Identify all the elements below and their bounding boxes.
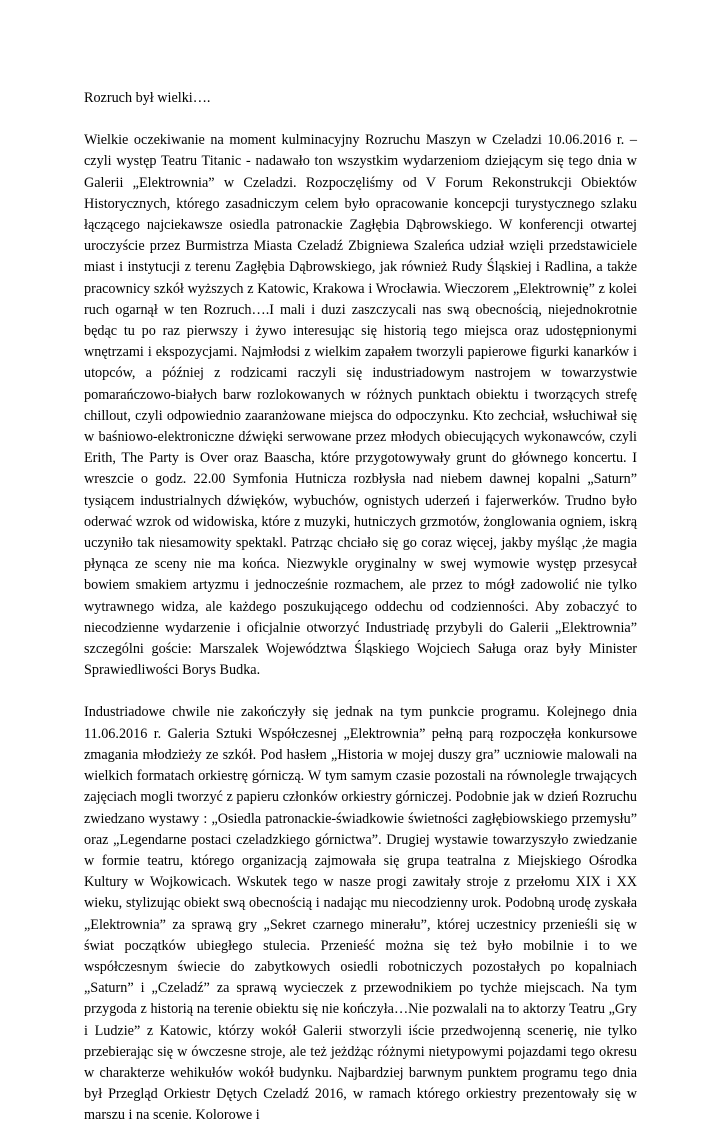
- paragraph-2: Industriadowe chwile nie zakończyły się jednak na tym punkcie programu. Kolejnego dnia 11.06.2016 r. Galeria Sztuki Współczesnej „Elektrownia” pełną parą rozpoczęła konkursowe zmagania młodzieży ze szkół. Pod hasłem „Historia w mojej duszy gra” uczniowie malowali na wielkich formatach orkiestrę górniczą. W tym samym czasie pozostali na równolegle trwających zajęciach mogli tworzyć z papieru członków orkiestry górniczej. Podobnie jak w dzień Rozruchu zwiedzano wystawy : „Osiedla patronackie-świadkowie świetności zagłębiowskiego przemysłu” oraz „Legendarne postaci czeladzkiego górnictwa”. Drugiej wystawie towarzyszyło zwiedzanie w formie teatru, którego organizacją zajmowała się grupa teatralna z Miejskiego Ośrodka Kultury w Wojkowicach. Wskutek tego w nasze progi zawitały stroje z przełomu XIX i XX wieku, stylizując obiekt swą obecnością i nadając mu niecodzienny urok. Podobną urodę zyskała „Elektrownia” za sprawą gry „Sekret czarnego minerału”, której uczestnicy przenieśli się w świat początków ubiegłego stulecia. Przenieść można się też było mobilnie i to we współczesnym świecie do zabytkowych osiedli robotniczych pozostałych po kopalniach „Saturn” i „Czeladź” za sprawą wycieczek z przewodnikiem po tychże miejscach. Na tym przygoda z historią na terenie obiektu się nie kończyła…Nie pozwalali na to aktorzy Teatru „Gry i Ludzie” z Katowic, którzy wokół Galerii stworzyli iście przedwojenną scenerię, nie tylko przebierając się w ówczesne stroje, ale też jeżdżąc różnymi nietypowymi pojazdami tego okresu w charakterze wehikułów wokół budynku. Najbardziej barwnym punktem programu tego dnia był Przegląd Orkiestr Dętych Czeladź 2016, w ramach którego orkiestry prezentowały się w marszu i na scenie. Kolorowe i: [84, 704, 637, 1124]
- document-title: Rozruch był wielki….: [84, 90, 211, 106]
- paragraph-1: Wielkie oczekiwanie na moment kulminacyjny Rozruchu Maszyn w Czeladzi 10.06.2016 r. – czyli występ Teatru Titanic - nadawało ton wszystkim wydarzeniom dziejącym się tego dnia w Galerii „Elektrownia” w Czeladzi. Rozpoczęliśmy od V Forum Rekonstrukcji Obiektów Historycznych, którego zasadniczym celem było opracowanie koncepcji turystycznego szlaku łączącego najciekawsze osiedla patronackie Zagłębia Dąbrowskiego. W konferencji otwartej uroczyście przez Burmistrza Miasta Czeladź Zbigniewa Szaleńca udział wzięli przedstawiciele miast i instytucji z terenu Zagłębia Dąbrowskiego, jak również Rudy Śląskiej i Radlina, a także pracownicy szkół wyższych z Katowic, Krakowa i Wrocławia. Wieczorem „Elektrownię” z kolei ruch ogarnął w ten Rozruch….I mali i duzi zaszczycali nas swą obecnością, niejednokrotnie będąc tu po raz pierwszy i żywo interesując się historią tego miejsca oraz udostępnionymi wnętrzami i ekspozycjami. Najmłodsi z wielkim zapałem tworzyli papierowe figurki kanarków i utopców, a później z rodzicami raczyli się industriadowym nastrojem w towarzystwie pomarańczowo-białych barw rozlokowanych w różnych punktach obiektu i tworzących strefę chillout, czyli odpowiednio zaaranżowane miejsca do odpoczynku. Kto zechciał, wsłuchiwał się w baśniowo-elektroniczne dźwięki serwowane przez młodych obiecujących wykonawców, czyli Erith, The Party is Over oraz Baascha, które przygotowywały grunt do głównego koncertu. I wreszcie o godz. 22.00 Symfonia Hutnicza rozbłysła nad niebem dawnej kopalni „Saturn” tysiącem industrialnych dźwięków, wybuchów, ognistych uderzeń i fajerwerków. Trudno było oderwać wzrok od widowiska, które z muzyki, hutniczych grzmotów, żonglowania ogniem, iskrą uczyniło tak niesamowity spektakl. Patrząc chciało się go coraz więcej, jakby myśląc ,że magia płynąca ze sceny nie ma końca. Niezwykle oryginalny w swej wymowie występ przesycał bowiem smakiem artyzmu i jednocześnie rozmachem, ale przez to mógł zadowolić nie tylko wytrawnego widza, ale każdego poszukującego oddechu od codzienności. Aby zobaczyć to niecodzienne wydarzenie i oficjalnie otworzyć Industriadę przybyli do Galerii „Elektrownia” szczególni goście: Marszalek Województwa Śląskiego Wojciech Saługa oraz były Minister Sprawiedliwości Borys Budka.: [84, 132, 637, 679]
- document-body: [84, 88, 637, 1127]
